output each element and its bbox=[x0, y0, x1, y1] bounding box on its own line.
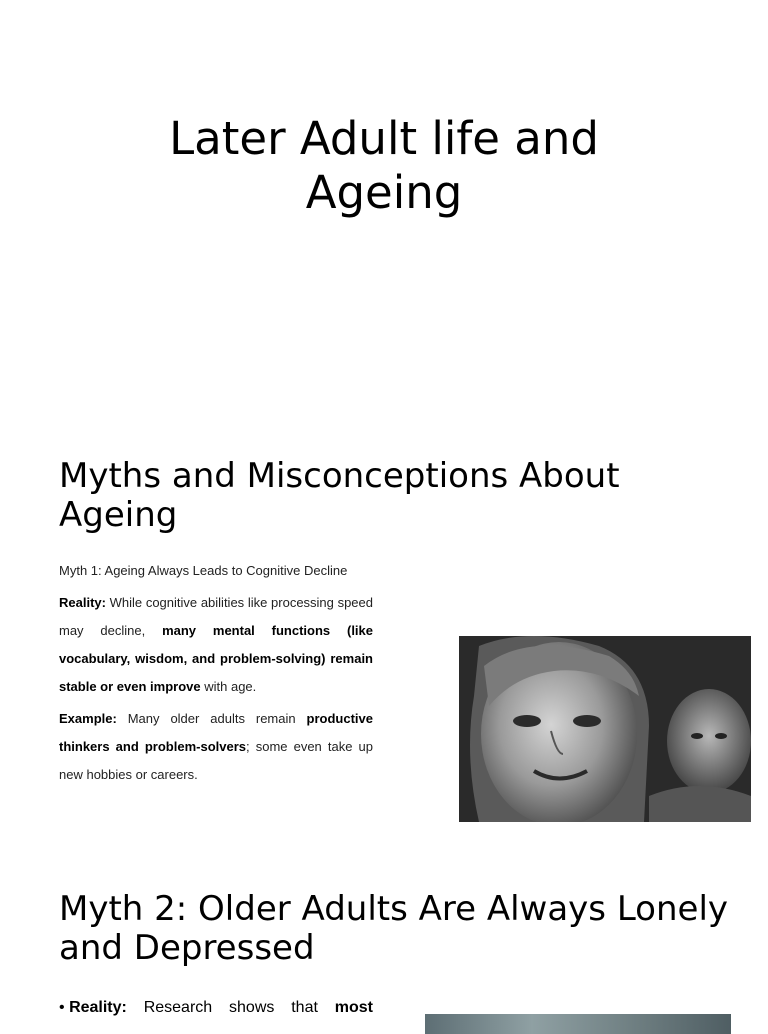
reality-label: Reality: bbox=[59, 595, 106, 610]
example-paragraph bbox=[59, 705, 373, 789]
bullet-word-research: Research bbox=[143, 999, 213, 1016]
myth-2-heading: Myth 2: Older Adults Are Always Lonely and Depressed bbox=[59, 889, 729, 968]
bullet-word-most: most bbox=[334, 999, 373, 1016]
bullet-word-that: that bbox=[291, 999, 318, 1016]
reality-text-end: with age. bbox=[200, 679, 257, 694]
reality-text-start: While cognitive abilities like processing speed may decline, bbox=[59, 595, 373, 638]
reality-paragraph bbox=[59, 589, 373, 701]
bullet-word-shows: shows bbox=[229, 999, 275, 1016]
example-label: Example: bbox=[59, 711, 117, 726]
portrait-illustration bbox=[459, 636, 751, 822]
myth-2-reality-bullet bbox=[59, 994, 373, 1022]
elderly-woman-photo bbox=[459, 636, 751, 822]
example-emphasis: productive thinkers and problem-solvers bbox=[59, 711, 373, 754]
myth-2-reality-label: Reality: bbox=[69, 999, 127, 1016]
section-heading: Myths and Misconceptions About Ageing bbox=[59, 456, 620, 535]
bullet-line-start bbox=[59, 994, 127, 1022]
myth-1-subheading: Myth 1: Ageing Always Leads to Cognitive Decline bbox=[59, 563, 348, 578]
example-text-start: Many older adults remain bbox=[116, 711, 307, 726]
landscape-photo bbox=[425, 1014, 731, 1034]
example-text-end: ; some even take up new hobbies or careers. bbox=[59, 739, 373, 782]
bullet-marker: • bbox=[59, 999, 65, 1016]
reality-emphasis: many mental functions (like vocabulary, wisdom, and problem-solving) remain stable or even improve bbox=[59, 623, 374, 694]
slide-title: Later Adult life and Ageing bbox=[169, 112, 599, 219]
